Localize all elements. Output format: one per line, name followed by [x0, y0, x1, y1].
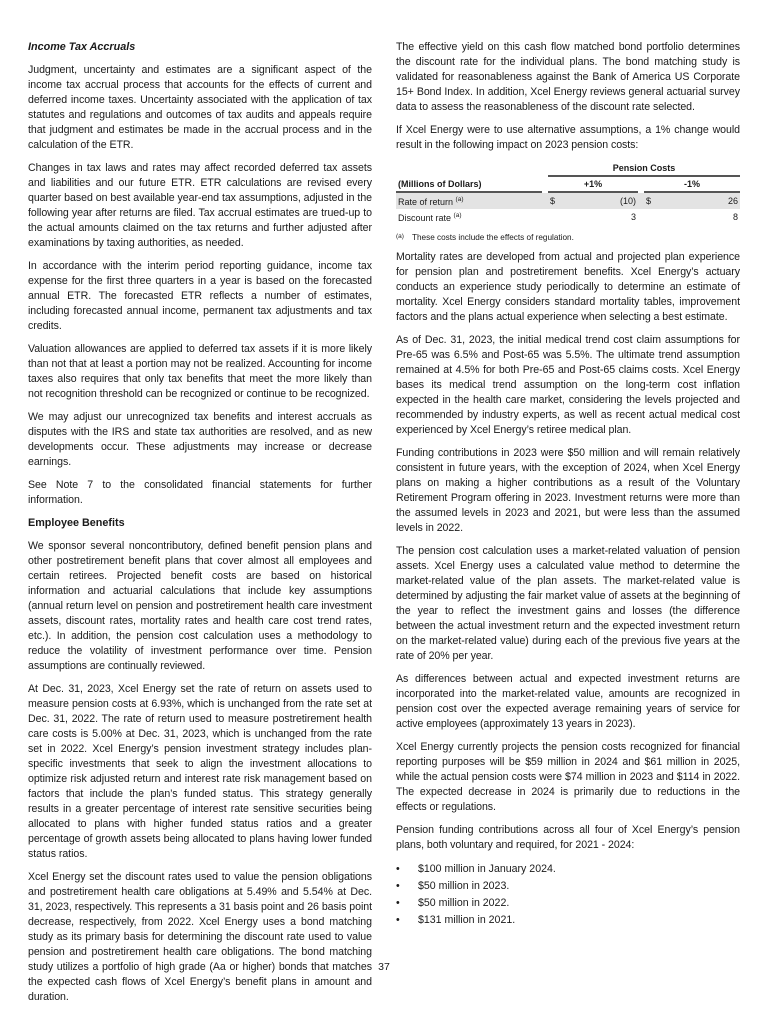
paragraph: Valuation allowances are applied to deferred tax assets if it is more likely than not that at least a portion may not be realized. Accounting for income taxes also requires that only tax benefits that meet the more likely than not recognition threshold can be recognized or continue to be recognized.	[28, 343, 372, 400]
paragraph: At Dec. 31, 2023, Xcel Energy set the rate of return on assets used to measure pension costs at 6.93%, which is unchanged from the rate set at Dec. 31, 2022. The rate of return used to measure postretirement health care costs is 5.00% at Dec. 31, 2023, which is unchanged from the rate set in 2022. Xcel Energy’s pension investment strategy includes plan-specific investments that seek to align the investment allocations to optimize risk adjusted return and interest rate risk management based on factors that include the plan’s funded status. This strategy generally results in a greater percentage of interest rate sensitive securities being allocated to plans with higher funded status ratios and a greater percentage of growth assets being allocated to plans having lower funded status ratios.	[28, 683, 372, 860]
footnote-text: These costs include the effects of regulation.	[412, 233, 574, 242]
currency-symbol: $	[644, 193, 656, 209]
paragraph: We sponsor several noncontributory, defined benefit pension plans and other postretirement benefit plans that cover almost all employees and certain retirees. Projected benefit costs are based on historical information and actuarial calculations that include key assumptions (annual return level on pension and postretirement health care investment assets, discount rates, mortality rates and health care cost trend rates, etc.). In addition, the pension cost calculation uses a methodology to reduce the volatility of investment performance over time. Pension assumptions are continually reviewed.	[28, 540, 372, 672]
cell-value: 8	[732, 212, 738, 222]
paragraph: We may adjust our unrecognized tax benefits and interest accruals as disputes with the IRS and state tax authorities are resolved, and as new developments occur. These adjustments may increase or decrease earnings.	[28, 411, 372, 468]
footnote-marker: (a)	[455, 196, 464, 203]
paragraph: Pension funding contributions across all four of Xcel Energy’s pension plans, both voluntary and required, for 2021 - 2024:	[396, 824, 740, 851]
list-item: • $131 million in 2021.	[396, 912, 740, 929]
cell-value: 3	[630, 212, 636, 222]
paragraph: The pension cost calculation uses a market-related valuation of pension assets. Xcel Energy uses a calculated value method to determine the market-related value of the plan assets. The market-related value is determined by adjusting the fair market value of assets at the beginning of the year to reflect the investment gains and losses (the difference between the actual investment return and the expected investment return on the market-related value) during each of the previous five years at the rate of 20% per year.	[396, 545, 740, 662]
contributions-list	[396, 861, 740, 929]
paragraph: Mortality rates are developed from actual and projected plan experience for pension plan and postretirement benefits. Xcel Energy’s actuary conducts an experience study periodically to determine an estimate of mortality. Xcel Energy considers standard mortality tables, improvement factors and the plans actual experience when selecting a best estimate.	[396, 251, 740, 323]
row-label: Rate of return $^{(a)}$	[396, 193, 542, 209]
paragraph: If Xcel Energy were to use alternative assumptions, a 1% change would result in the following impact on 2023 pension costs:	[396, 124, 740, 151]
paragraph: As of Dec. 31, 2023, the initial medical trend cost claim assumptions for Pre-65 was 6.5% and Post-65 was 5.5%. The ultimate trend assumption remained at 4.5% for both Pre-65 and Post-65 claims costs. Xcel Energy bases its medical trend assumption on the long-term cost inflation expected in the health care market, considering the levels projected and recommended by industry experts, as well as recent actual medical cost experienced by Xcel Energy’s retiree medical plan.	[396, 334, 740, 436]
column-header-minus-1: -1%	[644, 177, 740, 193]
table-footnote	[396, 233, 740, 242]
paragraph: Xcel Energy set the discount rates used to value the pension obligations and postretirement health care obligations at 5.49% and 5.54% at Dec. 31, 2023, respectively. This represents a 31 basis point and 26 basis point decrease, respectively, from 2022. Xcel Energy uses a bond matching study as its primary basis for determining the discount rate used to value pension and postretirement health care obligations. The bond matching study utilizes a portfolio of high grade (Aa or higher) bonds that matches the expected cash flows of Xcel Energy’s benefit plans in amount and duration.	[28, 871, 372, 1003]
table-group-header-row	[396, 161, 740, 177]
bullet-icon: •	[396, 880, 400, 892]
right-column	[396, 40, 740, 929]
table-row	[396, 209, 740, 225]
list-item: • $50 million in 2022.	[396, 895, 740, 912]
list-item: • $50 million in 2023.	[396, 878, 740, 895]
footnote-marker: (a)	[453, 212, 462, 219]
unit-label: (Millions of Dollars)	[396, 177, 542, 193]
currency-symbol	[644, 209, 656, 225]
paragraph: In accordance with the interim period reporting guidance, income tax expense for the first three quarters in a year is based on the forecasted annual ETR. The forecasted ETR reflects a number of estimates, including forecasted annual income, permanent tax adjustments and tax credits.	[28, 260, 372, 332]
pension-cost-sensitivity-table	[396, 161, 740, 225]
cell-value: (10)	[560, 193, 638, 209]
left-column	[28, 40, 372, 1013]
bullet-icon: •	[396, 863, 400, 875]
bullet-icon: •	[396, 914, 400, 926]
list-item: • $100 million in January 2024.	[396, 861, 740, 878]
group-header-pension-costs: Pension Costs	[548, 161, 740, 177]
footnote-mark: (a)	[396, 233, 404, 240]
paragraph: Judgment, uncertainty and estimates are a significant aspect of the income tax accrual process that accounts for the effects of current and deferred income taxes. Uncertainty associated with the application of tax statutes and regulations and outcomes of tax audits and appeals require that judgment and estimates be made in the accrual process and in the calculation of the ETR.	[28, 64, 372, 151]
paragraph: Funding contributions in 2023 were $50 million and will remain relatively consistent in future years, with the exception of 2024, when Xcel Energy plans on making a higher contributions as a result of the Voluntary Retirement Program offering in 2023. Investment returns were more than the assumed levels in 2023 and 2021, but were less than the assumed levels in 2022.	[396, 447, 740, 534]
paragraph: Changes in tax laws and rates may affect recorded deferred tax assets and liabilities and our future ETR. ETR calculations are revised every quarter based on best available year-end tax assumptions, adjusted in the following year after returns are filed. Tax accrual estimates are trued-up to the actual amounts claimed on the tax returns and further adjusted after examinations by taxing authorities, as needed.	[28, 162, 372, 249]
table-column-header-row	[396, 177, 740, 193]
section-heading-employee-benefits: Employee Benefits	[28, 517, 125, 529]
paragraph-note-reference: See Note 7 to the consolidated financial statements for further information.	[28, 479, 372, 506]
column-header-plus-1: +1%	[548, 177, 638, 193]
paragraph: The effective yield on this cash flow matched bond portfolio determines the discount rate for the individual plans. The bond matching study is validated for reasonableness against the Bank of America US Corporate 15+ Bond Index. In addition, Xcel Energy reviews general actuarial survey data to assess the reasonableness of the discount rate selected.	[396, 41, 740, 113]
paragraph: As differences between actual and expected investment returns are incorporated into the market-related value, amounts are recognized in pension cost over the expected average remaining years of service for active employees (approximately 13 years in 2023).	[396, 673, 740, 730]
table-row	[396, 193, 740, 209]
cell-value: 26	[656, 193, 740, 209]
bullet-icon: •	[396, 897, 400, 909]
page-number: 37	[378, 961, 390, 973]
currency-symbol	[548, 209, 560, 225]
row-label: Discount rate $^{(a)}$	[398, 212, 462, 223]
currency-symbol: $	[548, 193, 560, 209]
paragraph: Xcel Energy currently projects the pension costs recognized for financial reporting purposes will be $59 million in 2024 and $61 million in 2025, while the actual pension costs were $74 million in 2023 and $114 in 2022. The expected decrease in 2024 is primarily due to reductions in the effects or regulations.	[396, 741, 740, 813]
section-heading-income-tax-accruals: Income Tax Accruals	[28, 41, 136, 53]
